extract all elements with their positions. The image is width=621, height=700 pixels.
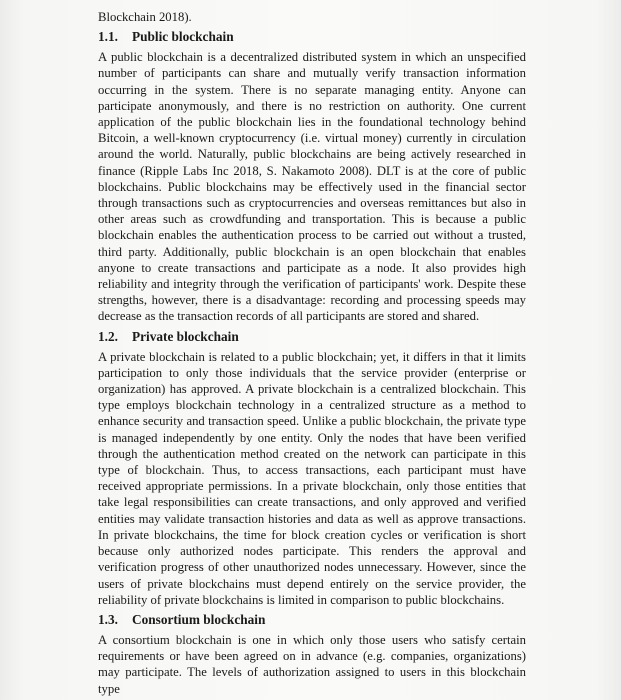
section-number: 1.1.: [98, 29, 118, 45]
section-title: Private blockchain: [132, 328, 239, 344]
section-body-public-blockchain: A public blockchain is a decentralized distributed system in which an unspecified number of participants can share and mutually verify transaction information occurring in the system. There is no separate managing entity. Anyone can participate anonymously, and there is no restriction on authority. One current application of the public blockchain lies in the foundational technology behind Bitcoin, a well-known cryptocurrency (i.e. virtual money) currently in circulation around the world. Naturally, public blockchains are being actively researched in finance (Ripple Labs Inc 2018, S. Nakamoto 2008). DLT is at the core of public blockchains. Public blockchains may be effectively used in the financial sector through transactions such as cryptocurrencies and overseas remittances but also in other areas such as crowdfunding and transportation. This is because a public blockchain enables the authentication process to be carried out without a trusted, third party. Additionally, public blockchain is an open blockchain that enables anyone to create transactions and participate as a node. It also provides high reliability and integrity through the verification of participants' work. Despite these strengths, however, there is a disadvantage: recording and processing speeds may decrease as the transaction records of all participants are stored and shared.: [98, 50, 526, 324]
section-number: 1.3.: [98, 611, 118, 627]
document-content: [98, 9, 526, 697]
section-body-private-blockchain: A private blockchain is related to a public blockchain; yet, it differs in that it limits participation to only those individuals that the service provider (enterprise or organization) has approved. A private blockchain is a centralized blockchain. This type employs blockchain technology in a centralized structure as a method to enhance security and transaction speed. Unlike a public blockchain, the private type is managed independently by one entity. Only the nodes that have been verified through the authentication method created on the network can participate in this type of blockchain. Thus, to access transactions, each participant must have received appropriate permissions. In a private blockchain, only those entities that take legal responsibilities can create transactions, and only approved and verified entities may validate transaction histories and data as well as approve transactions. In private blockchains, the time for block creation cycles or verification is short because only authorized nodes participate. This renders the approval and verification progress of other unauthorized nodes unnecessary. However, since the users of private blockchains must depend entirely on the service provider, the reliability of private blockchains is limited in comparison to public blockchains.: [98, 349, 526, 607]
lead-text: Blockchain 2018).: [98, 10, 192, 24]
section-heading-public-blockchain: [98, 28, 526, 45]
section-title: Consortium blockchain: [132, 611, 266, 627]
section-body-consortium-blockchain: A consortium blockchain is one in which only those users who satisfy certain requirements or have been agreed on in advance (e.g. companies, organizations) may participate. The levels of authorization assigned to users in this blockchain type: [98, 632, 526, 696]
section-number: 1.2.: [98, 328, 118, 344]
section-heading-consortium-blockchain: [98, 611, 526, 628]
section-heading-private-blockchain: [98, 328, 526, 345]
section-title: Public blockchain: [132, 29, 234, 45]
